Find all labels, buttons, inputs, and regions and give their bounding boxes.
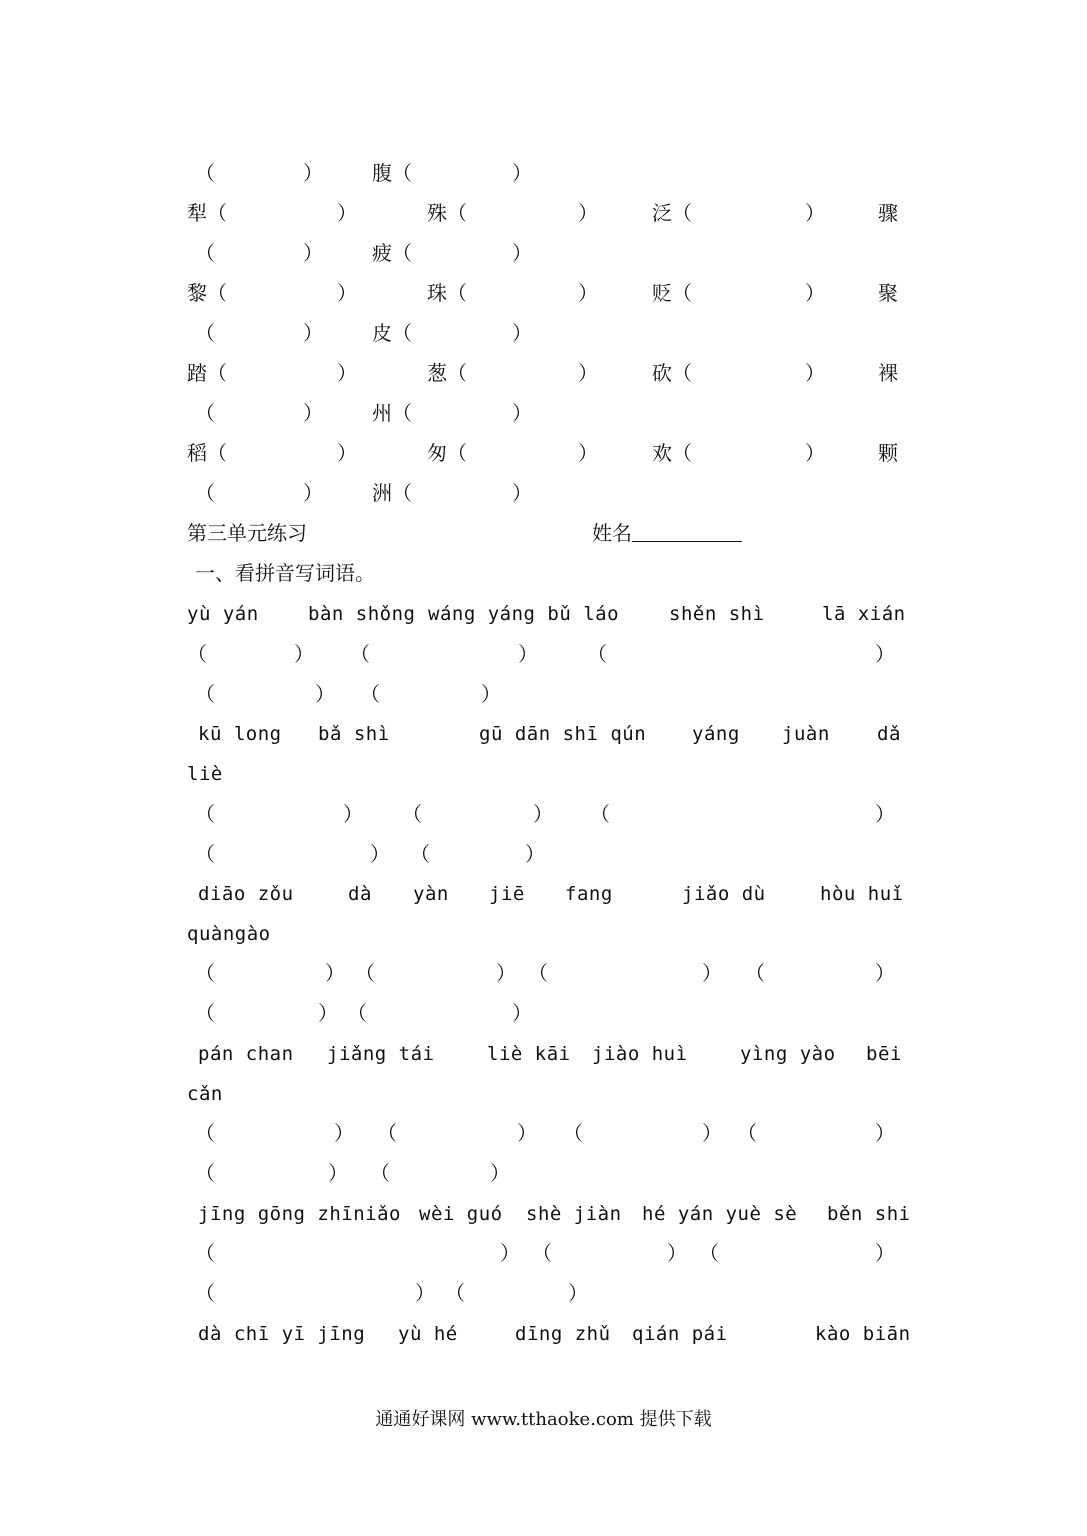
answer-row (0, 1158, 1087, 1188)
char-prompt: 颗 (878, 441, 898, 465)
char-prompt: 州（ (372, 401, 412, 425)
pinyin-word: wáng yáng bǔ láo (428, 603, 620, 625)
paren-close: ） (875, 642, 895, 666)
char-prompt: 皮（ (372, 321, 412, 345)
answer-row (0, 679, 1087, 709)
char-prompt: 泛（ (652, 201, 692, 225)
paren-close: ） (337, 201, 357, 225)
paren-close: ） (525, 842, 545, 866)
pinyin-word: dà (348, 883, 372, 905)
pinyin-word: diāo zǒu (198, 883, 294, 905)
char-prompt: 骤 (878, 201, 898, 225)
paren-open: （ (195, 481, 215, 505)
pinyin-word: hé yán yuè sè (642, 1203, 798, 1225)
paren-close: ） (303, 241, 323, 265)
paren-close: ） (328, 1161, 348, 1185)
answer-row (0, 958, 1087, 988)
pinyin-word: hòu huǐ (820, 883, 904, 905)
paren-open: （ (195, 1281, 215, 1305)
char-prompt: 欢（ (652, 441, 692, 465)
paren-open: （ (195, 961, 215, 985)
pinyin-word: bēi (866, 1043, 902, 1065)
answer-row (0, 839, 1087, 869)
pinyin-word: běn shi (827, 1203, 911, 1225)
name-field[interactable] (592, 518, 742, 548)
paren-close: ） (303, 481, 323, 505)
name-label: 姓名 (592, 521, 632, 545)
pinyin-word: lā xián (822, 603, 906, 625)
paren-close: ） (512, 1001, 532, 1025)
char-row (0, 398, 1087, 428)
paren-open: （ (355, 961, 375, 985)
paren-close: ） (303, 161, 323, 185)
name-blank[interactable] (632, 519, 742, 542)
char-row (0, 318, 1087, 348)
char-prompt: 踏（ (187, 361, 227, 385)
char-prompt: 匆（ (427, 441, 467, 465)
char-prompt: 葱（ (427, 361, 467, 385)
section-title: 第三单元练习 (187, 521, 307, 545)
pinyin-word: gū dān shī qún (479, 723, 647, 745)
paren-close: ） (568, 1281, 588, 1305)
paren-open: （ (350, 642, 370, 666)
pinyin-row (0, 919, 1087, 949)
paren-open: （ (195, 842, 215, 866)
char-row (0, 238, 1087, 268)
answer-row (0, 1238, 1087, 1268)
pinyin-word: shěn shì (669, 603, 765, 625)
pinyin-word: cǎn (187, 1083, 223, 1105)
paren-close: ） (343, 802, 363, 826)
char-prompt: 疲（ (372, 241, 412, 265)
pinyin-word: bàn shǒng (308, 603, 416, 625)
char-prompt: 稻（ (187, 441, 227, 465)
paren-close: ） (805, 201, 825, 225)
pinyin-word: yáng (692, 723, 740, 745)
paren-open: （ (347, 1001, 367, 1025)
answer-row (0, 799, 1087, 829)
paren-close: ） (578, 441, 598, 465)
pinyin-row (0, 879, 1087, 909)
paren-open: （ (195, 1001, 215, 1025)
char-row (0, 198, 1087, 228)
paren-close: ） (318, 1001, 338, 1025)
pinyin-word: yù yán (187, 603, 259, 625)
paren-open: （ (445, 1281, 465, 1305)
pinyin-word: wèi guó (419, 1203, 503, 1225)
paren-close: ） (303, 321, 323, 345)
char-row (0, 438, 1087, 468)
char-prompt: 黎（ (187, 281, 227, 305)
paren-close: ） (334, 1121, 354, 1145)
pinyin-row (0, 719, 1087, 749)
answer-row (0, 998, 1087, 1028)
paren-close: ） (578, 281, 598, 305)
paren-close: ） (702, 1121, 722, 1145)
answer-row (0, 1278, 1087, 1308)
paren-close: ） (533, 802, 553, 826)
pinyin-word: jiǎng tái (327, 1043, 435, 1065)
char-prompt: 殊（ (427, 201, 467, 225)
paren-close: ） (702, 961, 722, 985)
char-row (0, 278, 1087, 308)
pinyin-word: liè (187, 763, 223, 785)
paren-close: ） (578, 201, 598, 225)
char-prompt: 犁（ (187, 201, 227, 225)
char-prompt: 贬（ (652, 281, 692, 305)
pinyin-word: yìng yào (740, 1043, 836, 1065)
paren-open: （ (590, 802, 610, 826)
question-heading (0, 558, 1087, 588)
answer-row (0, 1118, 1087, 1148)
pinyin-word: jīng gōng zhīniǎo (198, 1203, 401, 1225)
paren-close: ） (496, 961, 516, 985)
paren-open: （ (195, 1241, 215, 1265)
char-prompt: 珠（ (427, 281, 467, 305)
paren-open: （ (360, 682, 380, 706)
paren-close: ） (415, 1281, 435, 1305)
pinyin-row (0, 599, 1087, 629)
char-row (0, 158, 1087, 188)
paren-close: ） (578, 361, 598, 385)
paren-open: （ (195, 241, 215, 265)
pinyin-word: yàn (413, 883, 449, 905)
pinyin-word: fang (565, 883, 613, 905)
paren-open: （ (563, 1121, 583, 1145)
pinyin-word: jiǎo dù (682, 883, 766, 905)
char-row (0, 478, 1087, 508)
paren-close: ） (337, 281, 357, 305)
char-prompt: 洲（ (372, 481, 412, 505)
question-one-title: 一、看拼音写词语。 (195, 561, 375, 585)
paren-open: （ (195, 1121, 215, 1145)
char-prompt: 聚 (878, 281, 898, 305)
paren-open: （ (377, 1121, 397, 1145)
paren-close: ） (294, 642, 314, 666)
paren-open: （ (195, 682, 215, 706)
paren-open: （ (195, 802, 215, 826)
paren-close: ） (337, 361, 357, 385)
paren-open: （ (195, 401, 215, 425)
paren-close: ） (337, 441, 357, 465)
paren-close: ） (875, 802, 895, 826)
paren-close: ） (667, 1241, 687, 1265)
pinyin-word: jiào huì (592, 1043, 688, 1065)
paren-open: （ (370, 1161, 390, 1185)
paren-close: ） (303, 401, 323, 425)
paren-open: （ (187, 642, 207, 666)
char-row (0, 358, 1087, 388)
pinyin-word: bǎ shì (318, 723, 390, 745)
pinyin-word: dǎ (877, 723, 901, 745)
paren-close: ） (512, 161, 532, 185)
paren-open: （ (587, 642, 607, 666)
section-header (0, 518, 1087, 548)
pinyin-row (0, 1319, 1087, 1349)
paren-close: ） (370, 842, 390, 866)
char-prompt: 裸 (878, 361, 898, 385)
paren-close: ） (512, 481, 532, 505)
paren-close: ） (875, 961, 895, 985)
paren-close: ） (315, 682, 335, 706)
paren-close: ） (805, 281, 825, 305)
paren-close: ） (512, 321, 532, 345)
pinyin-word: shè jiàn (526, 1203, 622, 1225)
pinyin-word: kào biān (815, 1323, 911, 1345)
paren-close: ） (512, 401, 532, 425)
pinyin-row (0, 759, 1087, 789)
paren-open: （ (699, 1241, 719, 1265)
paren-close: ） (481, 682, 501, 706)
paren-close: ） (490, 1161, 510, 1185)
paren-close: ） (325, 961, 345, 985)
pinyin-word: kū long (198, 723, 282, 745)
paren-close: ） (517, 1121, 537, 1145)
char-prompt: 砍（ (652, 361, 692, 385)
paren-close: ） (500, 1241, 520, 1265)
pinyin-word: dà chī yī jīng (198, 1323, 366, 1345)
pinyin-word: juàn (782, 723, 830, 745)
char-prompt: 腹（ (372, 161, 412, 185)
paren-open: （ (195, 161, 215, 185)
paren-close: ） (875, 1121, 895, 1145)
pinyin-word: dīng zhǔ (515, 1323, 611, 1345)
paren-close: ） (805, 441, 825, 465)
pinyin-row (0, 1199, 1087, 1229)
paren-close: ） (875, 1241, 895, 1265)
paren-open: （ (402, 802, 422, 826)
paren-open: （ (195, 1161, 215, 1185)
pinyin-word: quàngào (187, 923, 271, 945)
paren-open: （ (195, 321, 215, 345)
pinyin-word: yù hé (398, 1323, 458, 1345)
paren-open: （ (532, 1241, 552, 1265)
paren-open: （ (745, 961, 765, 985)
paren-open: （ (737, 1121, 757, 1145)
pinyin-row (0, 1079, 1087, 1109)
paren-close: ） (805, 361, 825, 385)
pinyin-row (0, 1039, 1087, 1069)
pinyin-word: liè kāi (487, 1043, 571, 1065)
pinyin-word: jiē (489, 883, 525, 905)
paren-open: （ (410, 842, 430, 866)
paren-close: ） (512, 241, 532, 265)
pinyin-word: pán chan (198, 1043, 294, 1065)
answer-row (0, 639, 1087, 669)
paren-close: ） (518, 642, 538, 666)
page-footer: 通通好课网 www.tthaoke.com 提供下载 (375, 1409, 712, 1430)
paren-open: （ (528, 961, 548, 985)
pinyin-word: qián pái (632, 1323, 728, 1345)
